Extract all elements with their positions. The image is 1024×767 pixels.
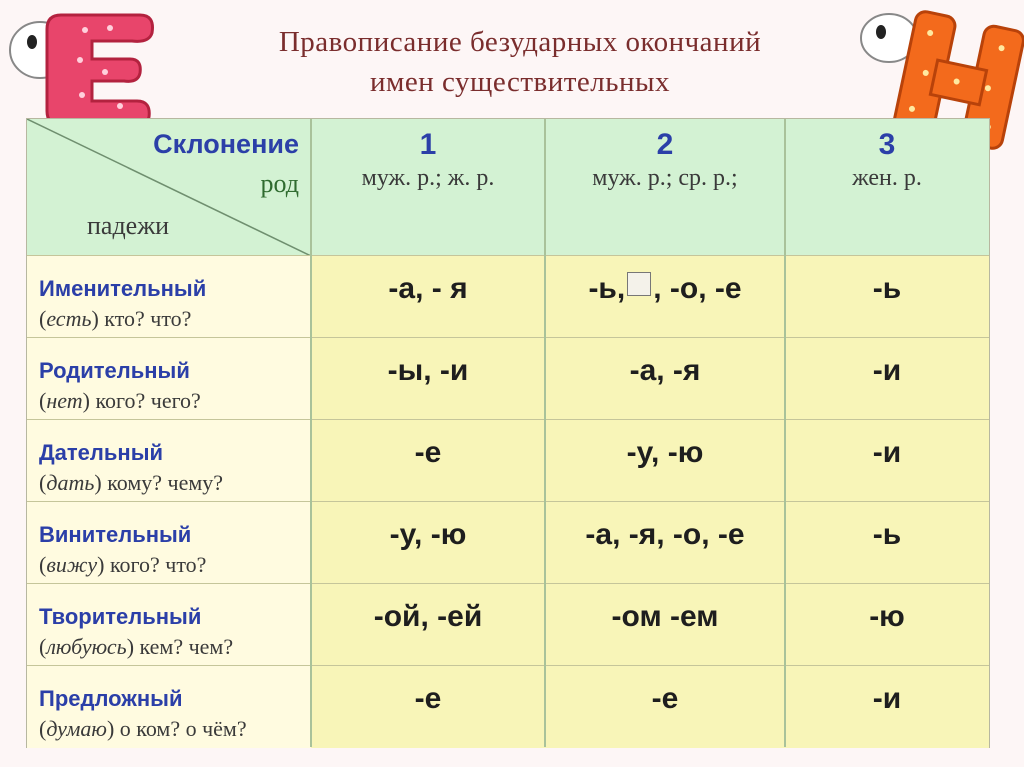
case-questions: кого? что? xyxy=(109,552,207,577)
ending-cell-declension-3: -ь xyxy=(785,502,989,584)
case-question: (нет) кого? чего? xyxy=(39,388,201,413)
case-cell xyxy=(27,338,311,420)
case-question: (думаю) о ком? о чём? xyxy=(39,716,247,741)
case-name: Дательный xyxy=(39,440,164,465)
case-cell xyxy=(27,502,311,584)
case-question: (любуюсь) кем? чем? xyxy=(39,634,234,659)
ending-cell-declension-3: -и xyxy=(785,338,989,420)
case-questions: о ком? о чём? xyxy=(119,716,247,741)
corner-cases-label: падежи xyxy=(87,211,170,240)
declension-number: 3 xyxy=(878,128,896,161)
case-questions: кому? чему? xyxy=(107,470,224,495)
ending-cell-declension-2: -е xyxy=(545,666,785,748)
corner-declension-label: Склонение xyxy=(153,129,299,159)
ending-cell-declension-2: -у, -ю xyxy=(545,420,785,502)
ending-cell-declension-1: -е xyxy=(311,666,545,748)
ending-cell-declension-3: -ю xyxy=(785,584,989,666)
declension-number: 1 xyxy=(419,128,437,161)
title-line-2: имен существительных xyxy=(370,66,670,98)
ending-cell-declension-1: -ы, -и xyxy=(311,338,545,420)
case-questions: кого? чего? xyxy=(95,388,201,413)
header-declension-1 xyxy=(311,119,545,256)
case-helper-verb: думаю xyxy=(46,716,107,741)
ending-cell-declension-1: -ой, -ей xyxy=(311,584,545,666)
column-divider xyxy=(310,119,312,747)
corner-gender-label: род xyxy=(260,169,299,198)
declension-gender: муж. р.; ж. р. xyxy=(361,165,495,191)
case-questions: кто? что? xyxy=(104,306,192,331)
case-question: (дать) кому? чему? xyxy=(39,470,224,495)
case-name: Именительный xyxy=(39,276,207,301)
ending-cell-declension-2: -ом -ем xyxy=(545,584,785,666)
ending-cell-declension-3: -и xyxy=(785,420,989,502)
case-cell xyxy=(27,420,311,502)
declension-number: 2 xyxy=(656,128,674,161)
case-helper-verb: нет xyxy=(46,388,83,413)
page-title xyxy=(160,22,880,102)
ending-cell-declension-3: -и xyxy=(785,666,989,748)
case-cell xyxy=(27,666,311,748)
ending-cell-declension-1: -е xyxy=(311,420,545,502)
case-name: Родительный xyxy=(39,358,190,383)
ending-cell-declension-1: -а, - я xyxy=(311,256,545,338)
declension-gender: жен. р. xyxy=(852,165,922,191)
zero-ending-box xyxy=(627,272,651,296)
ending-cell-declension-1: -у, -ю xyxy=(311,502,545,584)
case-helper-verb: есть xyxy=(46,306,92,331)
endings-table xyxy=(26,118,990,748)
case-question: (вижу) кого? что? xyxy=(39,552,207,577)
case-helper-verb: дать xyxy=(46,470,95,495)
title-line-1: Правописание безударных окончаний xyxy=(278,26,762,58)
case-name: Творительный xyxy=(39,604,202,629)
header-declension-2 xyxy=(545,119,785,256)
case-cell xyxy=(27,584,311,666)
ending-text-part: -ь, xyxy=(588,272,626,305)
case-name: Предложный xyxy=(39,686,183,711)
ending-cell-declension-2: -а, -я xyxy=(545,338,785,420)
case-helper-verb: любуюсь xyxy=(46,634,127,659)
column-divider xyxy=(784,119,786,747)
case-name: Винительный xyxy=(39,522,192,547)
case-question: (есть) кто? что? xyxy=(39,306,192,331)
header-declension-3 xyxy=(785,119,989,256)
ending-cell-declension-2: -а, -я, -о, -е xyxy=(545,502,785,584)
case-questions: кем? чем? xyxy=(139,634,234,659)
ending-cell-declension-2 xyxy=(545,256,785,338)
declension-gender: муж. р.; ср. р.; xyxy=(592,165,738,191)
case-helper-verb: вижу xyxy=(46,552,98,577)
column-divider xyxy=(544,119,546,747)
case-cell xyxy=(27,256,311,338)
ending-text-part: , -о, -е xyxy=(653,272,742,305)
letter-e-icon xyxy=(0,0,165,130)
corner-cell xyxy=(27,119,311,256)
ending-cell-declension-3: -ь xyxy=(785,256,989,338)
